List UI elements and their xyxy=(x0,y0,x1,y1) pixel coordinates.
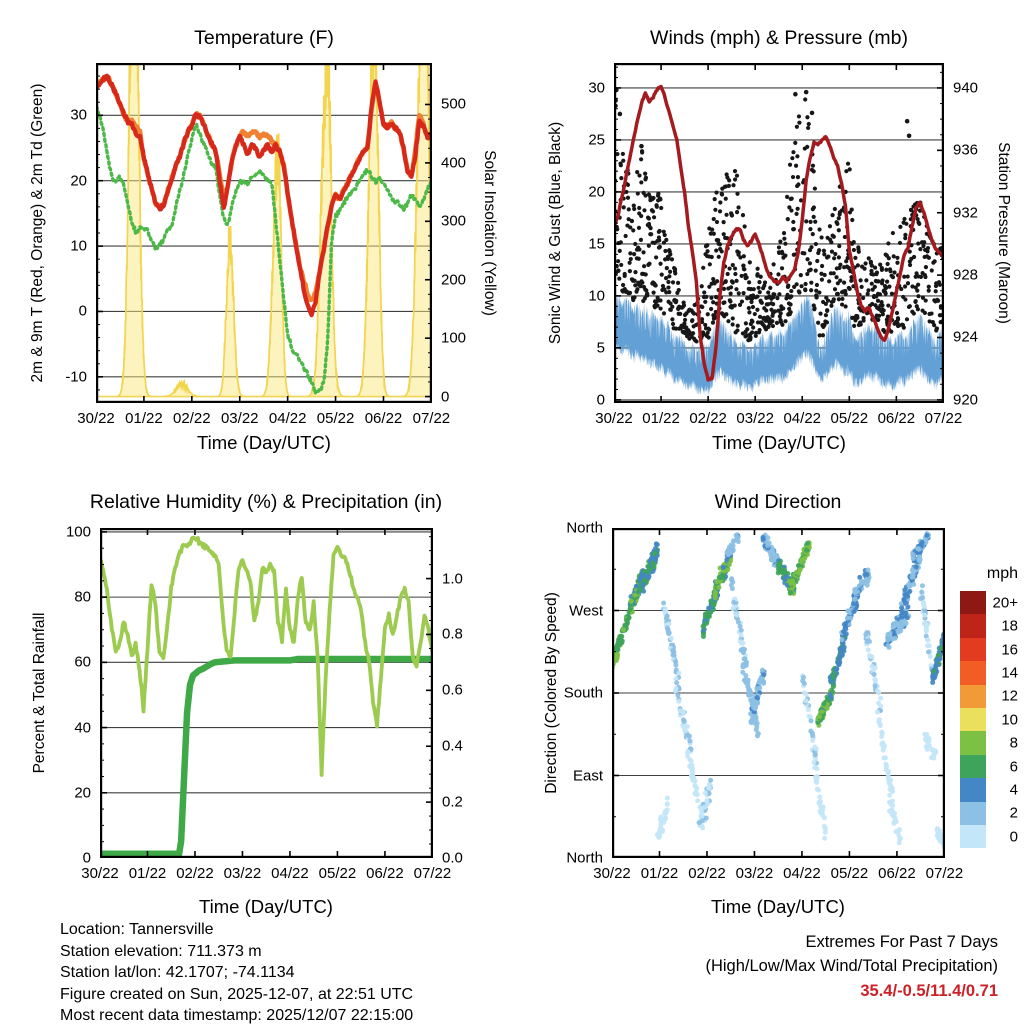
humidity-ytick-left: 40 xyxy=(74,719,91,737)
colorbar-cell xyxy=(960,755,986,778)
winds-xtick: 30/22 xyxy=(595,410,633,427)
footer-line-created: Figure created on Sun, 2025-12-07, at 22:51 UTC xyxy=(60,985,414,1003)
wind-direction-ytick-left: North xyxy=(566,849,603,867)
chart-canvas-temperature xyxy=(96,63,432,403)
footer xyxy=(60,919,413,1024)
winds-ytick-right: 924 xyxy=(953,328,979,346)
colorbar-unit-label: mph xyxy=(986,565,1018,582)
winds-xtick: 02/22 xyxy=(689,410,727,427)
colorbar-value: 0 xyxy=(1009,828,1018,846)
ylabel-temperature-left: 2m & 9m T (Red, Orange) & 2m Td (Green) xyxy=(29,83,46,383)
humidity-ytick-left: 0 xyxy=(82,849,91,867)
xlabel-temperature: Time (Day/UTC) xyxy=(197,432,331,453)
colorbar-cell xyxy=(960,708,986,731)
humidity-xtick: 05/22 xyxy=(318,865,357,882)
extremes-values: 35.4/-0.5/11.4/0.71 xyxy=(860,982,998,1000)
extremes-subtitle: (High/Low/Max Wind/Total Precipitation) xyxy=(705,957,998,975)
xlabel-wind-direction: Time (Day/UTC) xyxy=(711,896,845,917)
temperature-ytick-left: 0 xyxy=(78,302,87,320)
footer-line-timestamp: Most recent data timestamp: 2025/12/07 22:15:00 xyxy=(60,1007,414,1024)
winds-ytick-left: 15 xyxy=(588,235,605,253)
temperature-xtick: 04/22 xyxy=(268,410,307,427)
winds-ytick-right: 940 xyxy=(953,79,979,97)
winds-ytick-right: 928 xyxy=(953,266,979,284)
temperature-xtick: 01/22 xyxy=(125,410,163,427)
chart-canvas-humidity xyxy=(100,528,433,858)
winds-ytick-right: 932 xyxy=(953,204,979,222)
colorbar-value: 10 xyxy=(1001,711,1018,729)
colorbar-value: 14 xyxy=(1001,664,1018,682)
wind-direction-ytick-left: North xyxy=(566,519,603,537)
colorbar-value: 8 xyxy=(1009,734,1018,752)
title-winds: Winds (mph) & Pressure (mb) xyxy=(650,27,908,49)
colorbar-value: 16 xyxy=(1001,641,1018,658)
humidity-ytick-right: 0.8 xyxy=(442,625,463,643)
humidity-xtick: 30/22 xyxy=(81,865,119,882)
wind-direction-xtick: 05/22 xyxy=(830,865,869,882)
colorbar-cell xyxy=(960,661,986,684)
temperature-xtick: 05/22 xyxy=(316,410,355,427)
footer-line-latlon: Station lat/lon: 42.1707; -74.1134 xyxy=(60,964,295,981)
winds-ytick-left: 25 xyxy=(588,131,605,149)
colorbar-cell xyxy=(960,778,986,801)
wind-direction-xtick: 04/22 xyxy=(783,865,821,882)
colorbar-cell xyxy=(960,591,986,614)
colorbar-value: 20+ xyxy=(992,594,1018,612)
winds-ytick-left: 10 xyxy=(588,287,605,305)
winds-ytick-right: 936 xyxy=(953,141,979,159)
winds-ytick-left: 5 xyxy=(596,339,605,357)
title-wind-direction: Wind Direction xyxy=(714,491,842,513)
winds-xtick: 01/22 xyxy=(642,410,680,427)
title-humidity: Relative Humidity (%) & Precipitation (in) xyxy=(89,491,443,513)
humidity-ytick-left: 20 xyxy=(74,784,91,802)
winds-ytick-left: 20 xyxy=(588,183,605,201)
wind-direction-xtick: 02/22 xyxy=(688,865,726,882)
wind-direction-xtick: 01/22 xyxy=(640,865,679,882)
humidity-ytick-left: 60 xyxy=(74,653,91,671)
title-temperature: Temperature (F) xyxy=(194,27,334,49)
temperature-xtick: 07/22 xyxy=(412,410,451,427)
temperature-ytick-left: -10 xyxy=(65,368,87,386)
ylabel-winds-left: Sonic Wind & Gust (Blue, Black) xyxy=(547,121,564,345)
temperature-ytick-right: 100 xyxy=(441,329,467,347)
humidity-ytick-right: 0.2 xyxy=(442,793,463,811)
humidity-ytick-right: 0.0 xyxy=(442,849,463,867)
extremes-title: Extremes For Past 7 Days xyxy=(805,933,998,951)
winds-ytick-left: 0 xyxy=(596,391,605,409)
humidity-ytick-right: 0.6 xyxy=(442,681,463,699)
temperature-xtick: 30/22 xyxy=(77,410,115,427)
colorbar xyxy=(960,591,986,848)
humidity-xtick: 03/22 xyxy=(223,865,262,882)
winds-xtick: 07/22 xyxy=(924,410,963,427)
colorbar-cell xyxy=(960,685,986,708)
colorbar-cell xyxy=(960,614,986,637)
winds-xtick: 04/22 xyxy=(783,410,822,427)
wind-direction-ytick-left: South xyxy=(563,684,603,702)
temperature-ytick-right: 0 xyxy=(441,388,450,406)
colorbar-value: 6 xyxy=(1009,758,1018,775)
wind-direction-xtick: 03/22 xyxy=(735,865,774,882)
temperature-ytick-left: 30 xyxy=(70,106,87,124)
footer-line-elevation: Station elevation: 711.373 m xyxy=(60,942,262,960)
humidity-xtick: 07/22 xyxy=(413,865,452,882)
temperature-ytick-right: 400 xyxy=(441,154,467,172)
winds-xtick: 05/22 xyxy=(830,410,869,427)
colorbar-cell xyxy=(960,638,986,661)
temperature-xtick: 06/22 xyxy=(364,410,403,427)
colorbar-value: 2 xyxy=(1009,804,1018,822)
ylabel-wind-direction-left: Direction (Colored By Speed) xyxy=(543,592,560,794)
temperature-ytick-right: 300 xyxy=(441,212,467,230)
humidity-xtick: 02/22 xyxy=(176,865,214,882)
humidity-ytick-right: 0.4 xyxy=(442,737,463,755)
ylabel-winds-right: Station Pressure (Maroon) xyxy=(995,142,1012,324)
xlabel-humidity: Time (Day/UTC) xyxy=(199,896,333,917)
colorbar-value: 12 xyxy=(1001,687,1018,705)
winds-xtick: 06/22 xyxy=(877,410,916,427)
temperature-xtick: 03/22 xyxy=(220,410,259,427)
colorbar-cell xyxy=(960,825,986,848)
wind-direction-ytick-left: East xyxy=(572,767,603,784)
humidity-xtick: 06/22 xyxy=(366,865,404,882)
winds-xtick: 03/22 xyxy=(736,410,774,427)
humidity-ytick-left: 100 xyxy=(65,523,91,541)
colorbar-value: 4 xyxy=(1009,781,1018,799)
colorbar-cell xyxy=(960,802,986,825)
temperature-ytick-left: 10 xyxy=(70,237,87,255)
chart-canvas-wind-direction xyxy=(612,528,945,858)
wind-direction-ytick-left: West xyxy=(569,602,603,619)
colorbar-cell xyxy=(960,731,986,754)
ylabel-humidity-left: Percent & Total Rainfall xyxy=(31,612,48,774)
wind-direction-xtick: 07/22 xyxy=(925,865,964,882)
temperature-xtick: 02/22 xyxy=(173,410,211,427)
wind-direction-xtick: 30/22 xyxy=(593,865,631,882)
humidity-ytick-left: 80 xyxy=(74,588,91,606)
ylabel-temperature-right: Solar Insolation (Yellow) xyxy=(481,150,498,316)
wind-direction-xtick: 06/22 xyxy=(878,865,916,882)
colorbar-value: 18 xyxy=(1001,617,1018,635)
winds-ytick-right: 920 xyxy=(953,391,979,409)
footer-line-location: Location: Tannersville xyxy=(60,921,214,938)
temperature-ytick-right: 500 xyxy=(441,95,467,113)
humidity-xtick: 01/22 xyxy=(128,865,167,882)
chart-canvas-winds xyxy=(614,63,944,403)
temperature-ytick-right: 200 xyxy=(441,271,467,289)
humidity-xtick: 04/22 xyxy=(271,865,309,882)
winds-ytick-left: 30 xyxy=(588,79,605,97)
xlabel-winds: Time (Day/UTC) xyxy=(712,432,846,453)
humidity-ytick-right: 1.0 xyxy=(442,570,463,588)
temperature-ytick-left: 20 xyxy=(70,172,87,190)
